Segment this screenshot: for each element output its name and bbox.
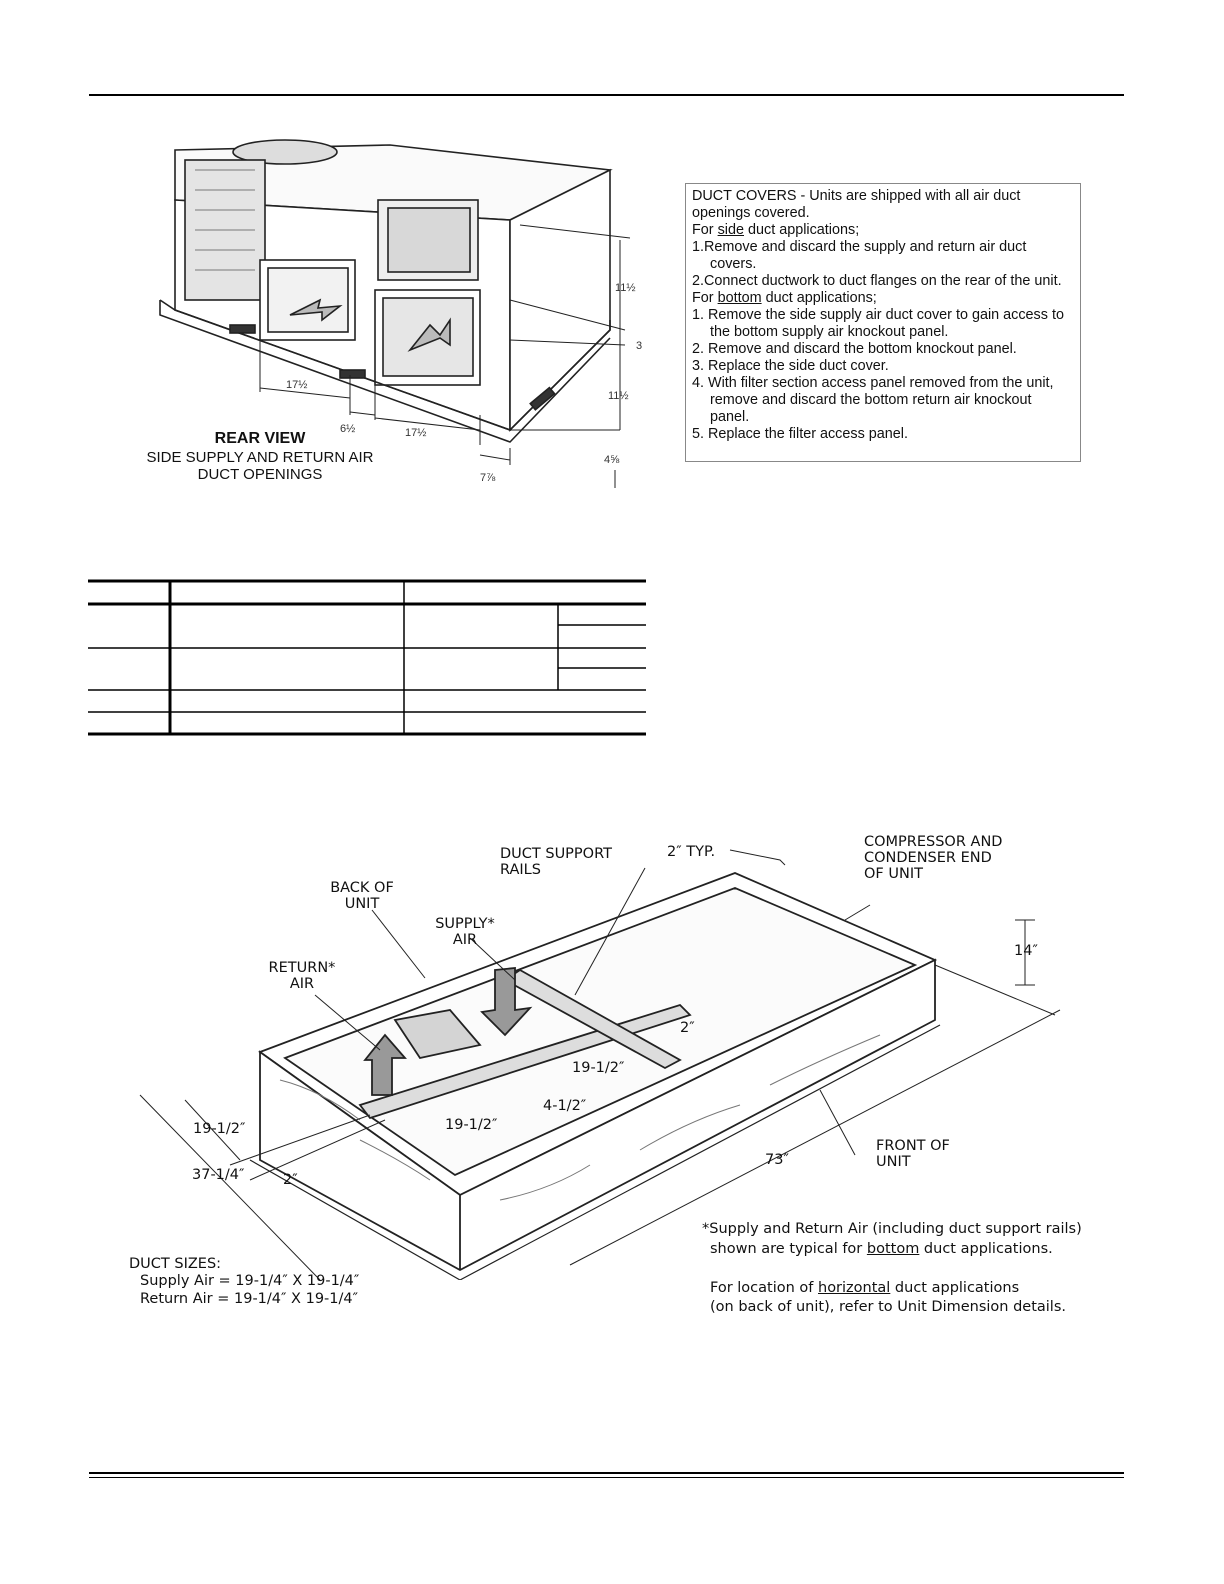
curb-dim-2-rail: 2″ bbox=[680, 1020, 695, 1036]
curb-dim-19-rail: 19-1/2″ bbox=[572, 1060, 625, 1076]
side-step-2: 2.Connect ductwork to duct flanges on the rear of the unit. bbox=[692, 273, 1062, 289]
bottom-step-4: 4. With filter section access panel removed from the unit, remove and discard the bottom return air knockout panel. bbox=[692, 375, 1054, 425]
footer-rule-top bbox=[89, 1472, 1124, 1474]
footnote-line-1: *Supply and Return Air (including duct support rails) bbox=[702, 1221, 1082, 1237]
curb-dim-19-center: 19-1/2″ bbox=[445, 1117, 498, 1133]
side-step-1: 1.Remove and discard the supply and return air duct covers. bbox=[692, 239, 1027, 272]
bottom-step-1: 1. Remove the side supply air duct cover to gain access to the bottom supply air knockout panel. bbox=[692, 307, 1064, 340]
curb-supply-air-label: SUPPLY* AIR bbox=[435, 916, 495, 948]
side-heading: For side duct applications; bbox=[692, 222, 860, 238]
curb-dim-14: 14″ bbox=[1014, 943, 1038, 959]
duct-sizes-title: DUCT SIZES: bbox=[129, 1256, 222, 1272]
bottom-step-2: 2. Remove and discard the bottom knockout panel. bbox=[692, 341, 1017, 357]
curb-back-of-unit-label: BACK OF UNIT bbox=[330, 880, 394, 912]
duct-sizes-return: Return Air = 19-1/4″ X 19-1/4″ bbox=[140, 1291, 359, 1307]
rear-dim-17-right: 17½ bbox=[405, 427, 427, 439]
curb-front-of-unit-label: FRONT OF UNIT bbox=[876, 1138, 950, 1170]
rear-dim-6: 6½ bbox=[340, 423, 356, 435]
duct-covers-heading: DUCT COVERS - Units are shipped with all air duct openings covered. bbox=[692, 188, 1021, 221]
footnote-line-4: (on back of unit), refer to Unit Dimension details. bbox=[710, 1299, 1067, 1315]
bottom-heading: For bottom duct applications; bbox=[692, 290, 877, 306]
bottom-step-3: 3. Replace the side duct cover. bbox=[692, 358, 889, 374]
rear-dim-4-5-8: 4⅝ bbox=[604, 454, 620, 466]
rear-view-caption-1: SIDE SUPPLY AND RETURN AIR bbox=[146, 449, 374, 466]
footnote-line-2: shown are typical for bottom duct applications. bbox=[710, 1241, 1053, 1257]
duct-covers-note bbox=[685, 183, 1081, 462]
curb-dim-73: 73″ bbox=[765, 1152, 789, 1168]
curb-return-air-label: RETURN* AIR bbox=[268, 960, 336, 992]
curb-dim-4-5: 4-1/2″ bbox=[543, 1098, 587, 1114]
footer-rule-bottom bbox=[89, 1477, 1124, 1478]
rear-dim-17-left: 17½ bbox=[286, 379, 308, 391]
curb-duct-support-rails-label: DUCT SUPPORT RAILS bbox=[500, 846, 612, 878]
rear-view-title: REAR VIEW bbox=[214, 430, 306, 447]
rear-dim-11-lower: 11½ bbox=[608, 390, 629, 402]
rear-view-caption-2: DUCT OPENINGS bbox=[197, 466, 323, 483]
rear-dim-3: 3 bbox=[636, 340, 643, 352]
rear-dim-7-7-8: 7⅞ bbox=[480, 472, 496, 484]
curb-dim-2-left: 2″ bbox=[283, 1172, 298, 1188]
duct-sizes-supply: Supply Air = 19-1/4″ X 19-1/4″ bbox=[140, 1273, 360, 1289]
rear-dim-11-upper: 11½ bbox=[615, 282, 636, 294]
curb-dim-19-left: 19-1/2″ bbox=[193, 1121, 246, 1137]
header-rule bbox=[89, 94, 1124, 96]
curb-compressor-label: COMPRESSOR AND CONDENSER END OF UNIT bbox=[864, 834, 1003, 882]
bottom-step-5: 5. Replace the filter access panel. bbox=[692, 426, 908, 442]
curb-2-typ-label: 2″ TYP. bbox=[667, 844, 716, 860]
footnote-line-3: For location of horizontal duct applications bbox=[710, 1280, 1020, 1296]
empty-table bbox=[88, 578, 648, 738]
roof-curb-illustration bbox=[120, 820, 1080, 1280]
curb-dim-37: 37-1/4″ bbox=[192, 1167, 245, 1183]
